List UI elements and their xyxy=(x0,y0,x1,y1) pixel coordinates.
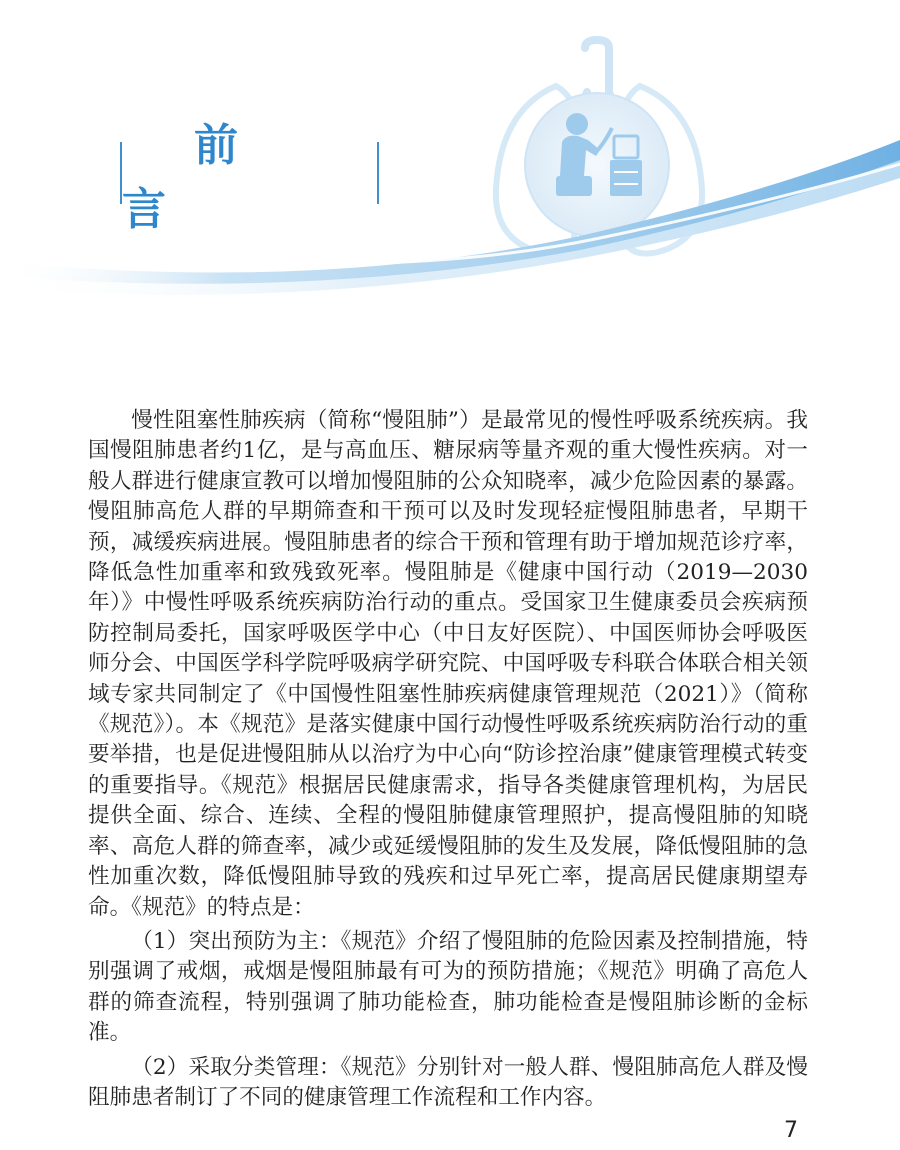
body-text xyxy=(88,406,808,1113)
page-number: 7 xyxy=(784,1118,798,1143)
title-right-rule xyxy=(377,142,379,204)
page-title: 前 言 xyxy=(122,120,310,235)
paragraph-feature-1: （1）突出预防为主：《规范》介绍了慢阻肺的危险因素及控制措施，特别强调了戒烟，戒烟是慢阻肺最有可为的预防措施；《规范》明确了高危人群的筛查流程，特别强调了肺功能检查，肺功能检查是慢阻肺诊断的金标准。 xyxy=(88,928,808,1046)
paragraph-intro: 慢性阻塞性肺疾病（简称“慢阻肺”）是最常见的慢性呼吸系统疾病。我国慢阻肺患者约1亿，是与高血压、糖尿病等量齐观的重大慢性疾病。对一般人群进行健康宣教可以增加慢阻肺的公众知晓率，减少危险因素的暴露。慢阻肺高危人群的早期筛查和干预可以及时发现轻症慢阻肺患者，早期干预，减缓疾病进展。慢阻肺患者的综合干预和管理有助于增加规范诊疗率，降低急性加重率和致残致死率。慢阻肺是《健康中国行动（2019—2030年）》中慢性呼吸系统疾病防治行动的重点。受国家卫生健康委员会疾病预防控制局委托，国家呼吸医学中心（中日友好医院）、中国医师协会呼吸医师分会、中国医学科学院呼吸病学研究院、中国呼吸专科联合体联合相关领域专家共同制定了《中国慢性阻塞性肺疾病健康管理规范（2021）》（简称《规范》）。本《规范》是落实健康中国行动慢性呼吸系统疾病防治行动的重要举措，也是促进慢阻肺从以治疗为中心向“防诊控治康”健康管理模式转变的重要指导。《规范》根据居民健康需求，指导各类健康管理机构，为居民提供全面、综合、连续、全程的慢阻肺健康管理照护，提高慢阻肺的知晓率、高危人群的筛查率，减少或延缓慢阻肺的发生及发展，降低慢阻肺的急性加重次数，降低慢阻肺导致的残疾和过早死亡率，提高居民健康期望寿命。《规范》的特点是： xyxy=(88,408,808,920)
paragraph-feature-2: （2）采取分类管理：《规范》分别针对一般人群、慢阻肺高危人群及慢阻肺患者制订了不同的健康管理工作流程和工作内容。 xyxy=(88,1054,808,1110)
